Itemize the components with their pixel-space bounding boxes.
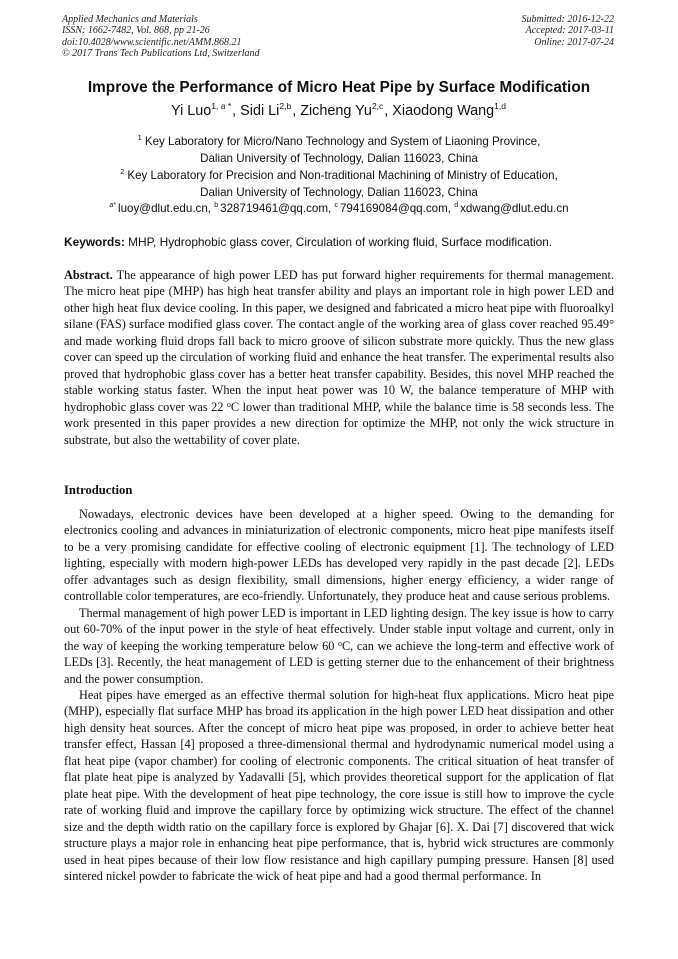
paragraph: Thermal management of high power LED is important in LED lighting design. The key issue is how to carry out 60-70% of the input power in the style of heat effectively. Under stable input voltage and current, only in the way of keeping the working temperature below 60 $^o$C, can we achieve the long-term and effective work of LEDs [3]. Recently, the heat management of LED is getting sterner due to the enhancement of their brightness and the power consumption. [64, 605, 614, 686]
submitted-date: Submitted: 2016-12-22 [521, 14, 614, 25]
abstract: Abstract. The appearance of high power LED has put forward higher requirements for thermal management. The micro heat pipe (MHP) has high heat transfer ability and plays an important role in high power LED and other high heat flux device cooling. In this paper, we designed and fabricated a micro heat pipe with fluoroalkyl silane (FAS) surface modified glass cover. The contact angle of the working area of glass cover reached 95.49° and made working fluid drops fall back to micro groove of silicon substrate more quickly. Thus the new glass cover can speed up the circulation of working fluid and enhance the heat transfer. The experimental results also proved that hydrophobic glass cover has a better heat transfer capability. Besides, this novel MHP reached the stable working status faster. When the input heat power was 10 W, the balance temperature of MHP with hydrophobic glass cover was 22 $^o$C lower than traditional MHP, while the balance time is 58 seconds less. The work presented in this paper provides a new direction for optimize the MHP, not only the wick structure in substrate, but also the wettability of cover plate. [64, 268, 614, 447]
doi[interactable]: doi:10.4028/www.scientific.net/AMM.868.21 [62, 36, 242, 48]
email[interactable]: $^{a*}$ luoy@dlut.edu.cn [109, 202, 208, 215]
author: Yi Luo$^{1, a *}$, [171, 101, 241, 119]
author: Zicheng Yu$^{2,c}$, [300, 101, 393, 119]
journal-name: Applied Mechanics and Materials [62, 14, 198, 25]
online-date: Online: 2017-07-24 [534, 36, 614, 48]
introduction-body [64, 506, 614, 884]
keywords [64, 235, 624, 249]
paragraph: Heat pipes have emerged as an effective thermal solution for high-heat flux applications. Micro heat pipe (MHP), especially flat surface MHP has broad its application in the high power LED heat dissipation and other high density heat sources. After the concept of micro heat pipe was proposed, in order to achieve better heat transfer effect, Hassan [4] proposed a three-dimensional thermal and hydrodynamic numerical model using a flat heat pipe (vapor chamber) for cooling of electronic components. The critical situation of heat transfer of flat plate heat pipe is analyzed by Yadavalli [5], which provides theoretical support for the application of flat plate heat pipe. With the development of heat pipe technology, the core issue is still how to improve the cycle rate of working fluid and improve the capillary force by optimizing wick structure. The effect of the channel size and the depth width ratio on the capillary force is explored by Ghajar [6]. X. Dai [7] discovered that wick structure plays a major role in enhancing heat pipe performance, that is, hybrid wick structures are commonly used in heat pipes because of their low flow resistance and high capillary pumping pressure. Hansen [8] used sintered nickel powder to fabricate the wick of heat pipe and had a good thermal performance. In [64, 687, 614, 883]
email[interactable]: $^c$ 794169084@qq.com [334, 202, 448, 215]
publication-dates [522, 14, 615, 48]
issn: ISSN: 1662-7482, Vol. 868, pp 21-26 [62, 25, 210, 37]
paper-title: Improve the Performance of Micro Heat Pipe by Surface Modification [87, 79, 591, 96]
keywords-label: Keywords: [64, 235, 125, 249]
author-emails: $^{a*}$ luoy@dlut.edu.cn, $^b$ 328719461@qq.com, $^c$ 794169084@qq.com, $^d$ xdwang@dlut.edu.cn [109, 202, 569, 215]
author: Sidi Li$^{2,b}$, [240, 101, 301, 119]
paragraph: Nowadays, electronic devices have been developed at a higher speed. Owing to the demanding for electronics cooling and advances in miniaturization of electronic components, micro heat pipe manifests itself to be a very promising candidate for effective cooling of electronic equipment [1]. The technology of LED lighting, especially with modern high-power LEDs has developed very rapidly in the past decade [2]. LEDs offer advantages such as design flexibility, small dimensions, higher energy efficiency, a wider range of controllable color temperatures, are eco-friendly. Unfortunately, they produce heat and cause serious problems. [64, 507, 614, 604]
affiliation: $^2$ Key Laboratory for Precision and Non-traditional Machining of Ministry of Education, Dalian University of Technology, Dalian 116023, China [120, 167, 558, 199]
author: Xiaodong Wang$^{1,d}$ [392, 101, 506, 119]
affiliation: $^1$ Key Laboratory for Micro/Nano Technology and System of Liaoning Province, Dalian University of Technology, Dalian 116023, China [137, 133, 541, 165]
keywords-text: MHP, Hydrophobic glass cover, Circulation of working fluid, Surface modification. [128, 235, 553, 249]
accepted-date: Accepted: 2017-03-11 [525, 25, 614, 37]
copyright: © 2017 Trans Tech Publications Ltd, Switzerland [62, 47, 260, 59]
section-heading: Introduction [64, 483, 133, 497]
author-list [0, 101, 678, 119]
email[interactable]: $^d$ xdwang@dlut.edu.cn [454, 202, 569, 215]
journal-info [62, 14, 260, 59]
abstract-label: Abstract. [64, 268, 113, 282]
email[interactable]: $^b$ 328719461@qq.com [214, 202, 328, 215]
